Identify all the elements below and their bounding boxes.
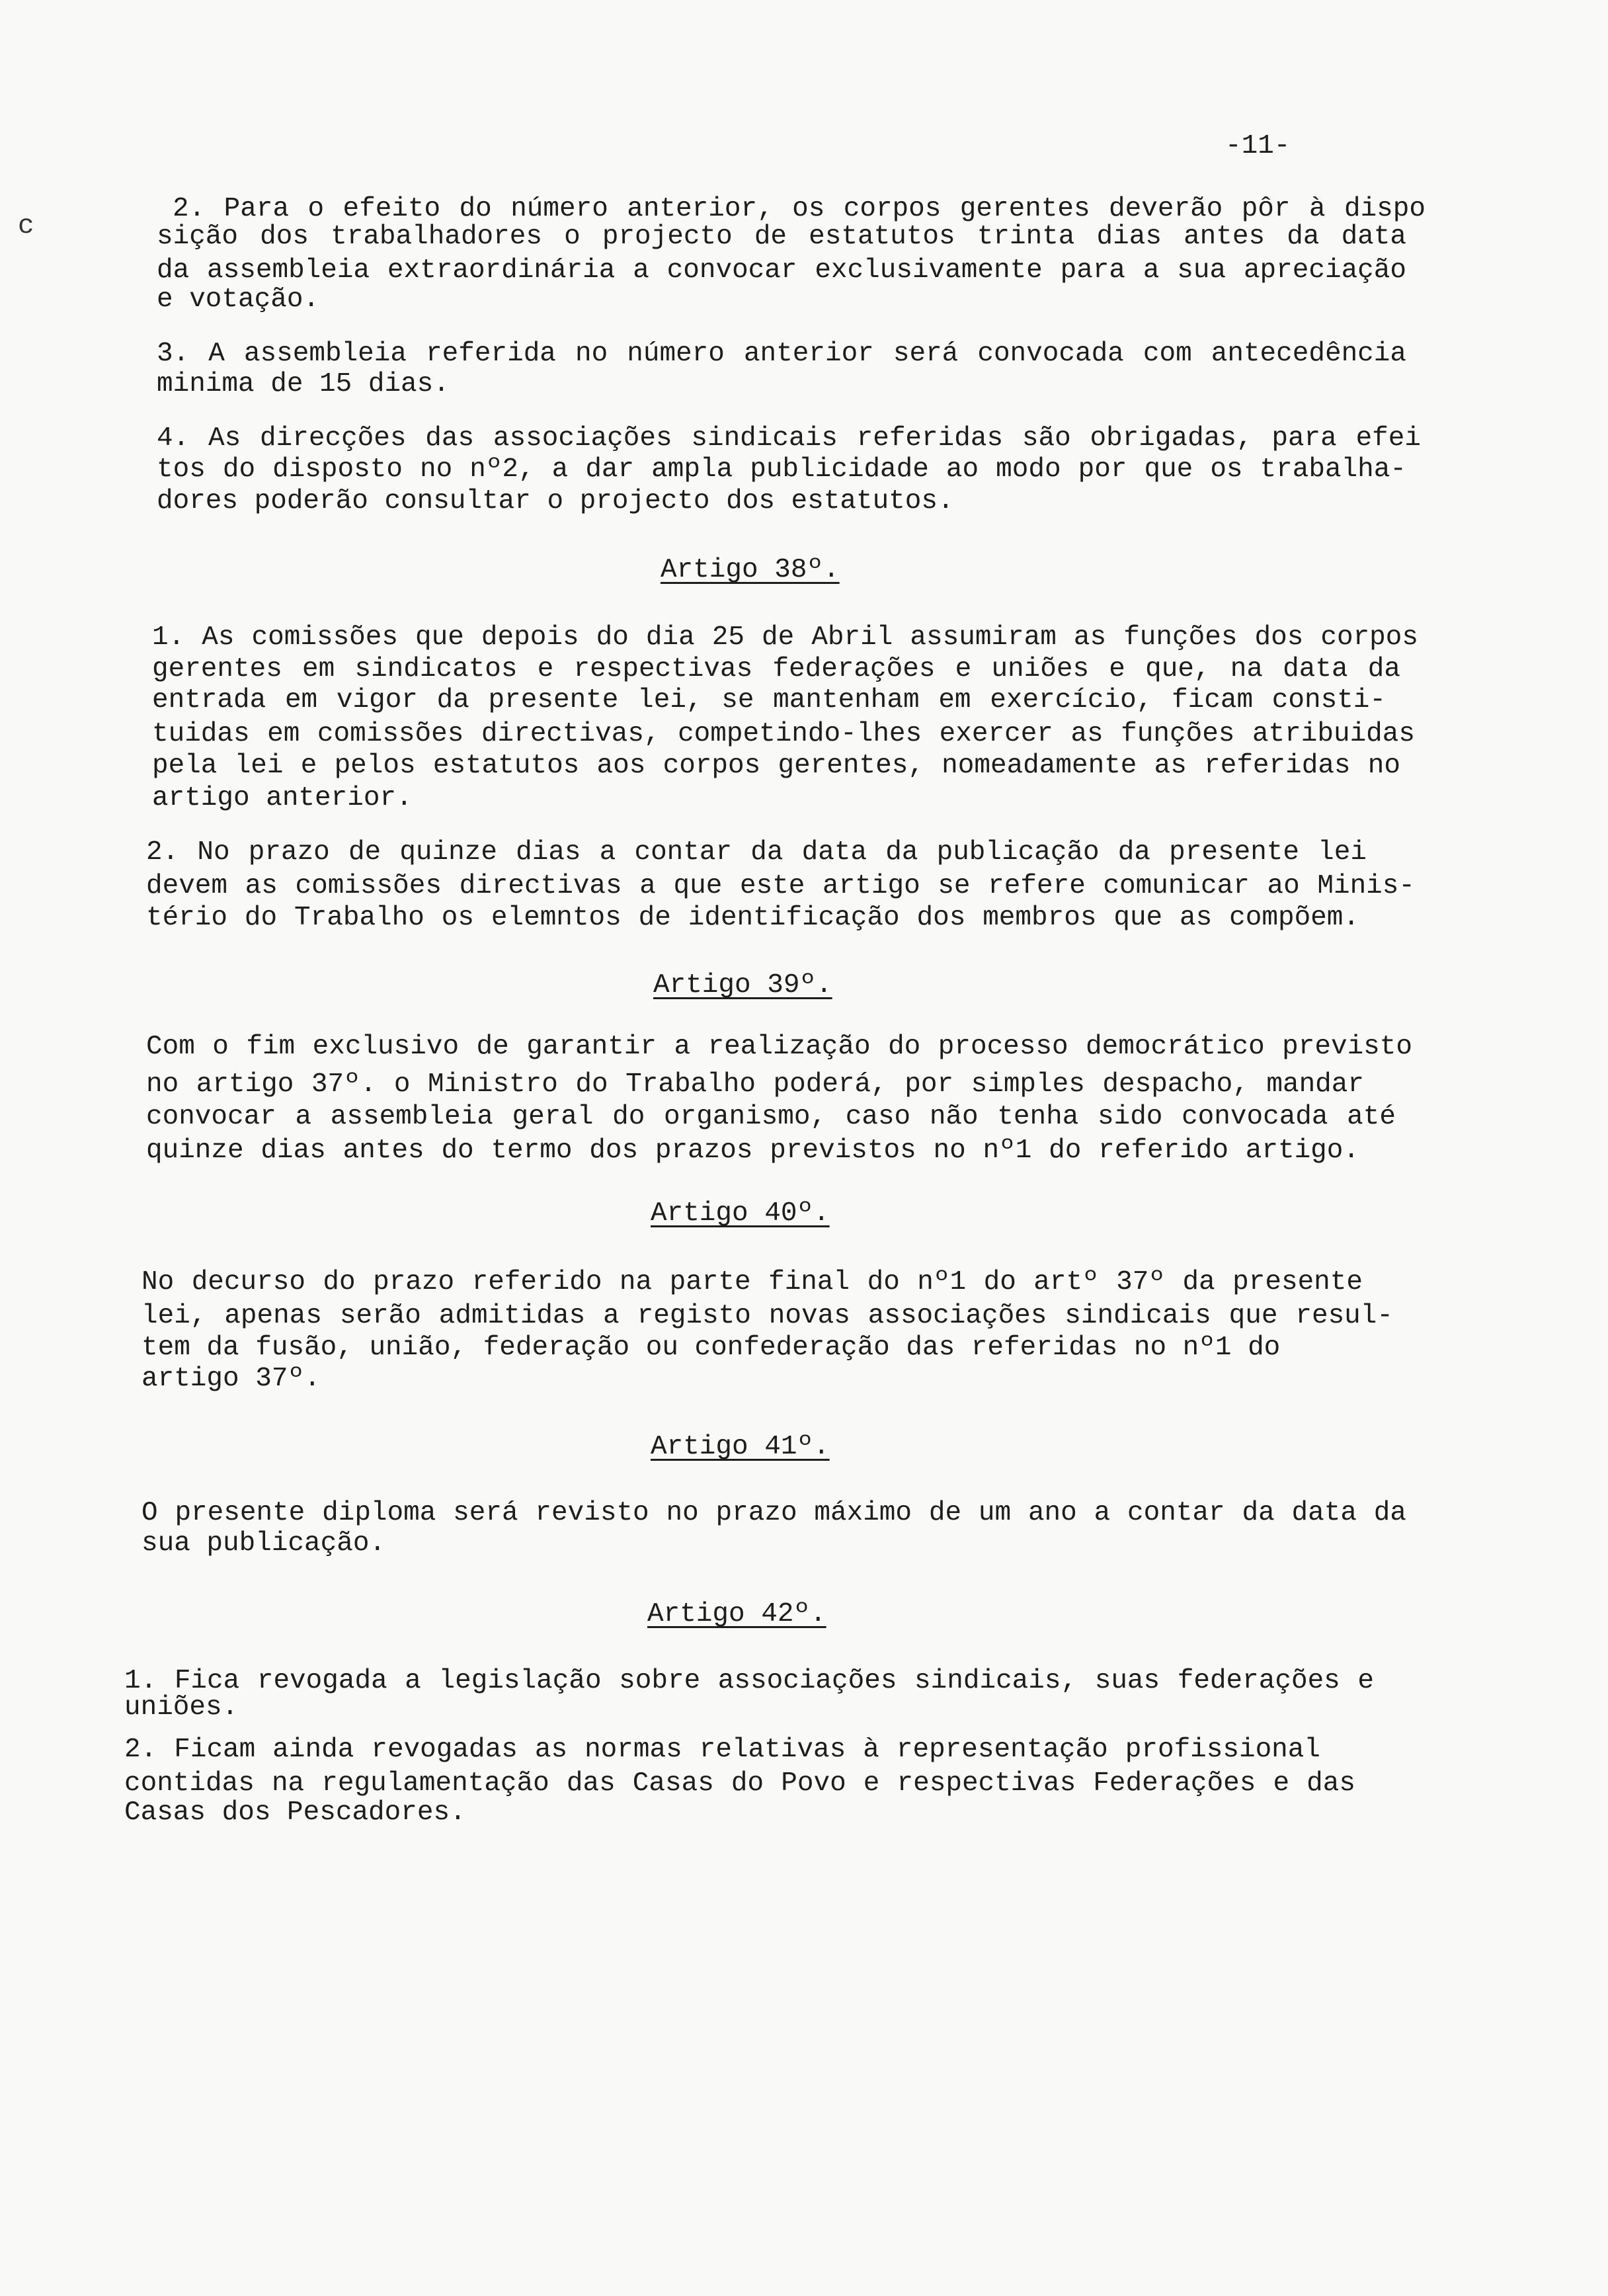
text-line: contidas na regulamentação das Casas do Povo e respectivas Federações e das <box>124 1768 1355 1799</box>
text-line: gerentes em sindicatos e respectivas federações e uniões e que, na data da <box>152 654 1400 684</box>
text-line: devem as comissões directivas a que este artigo se refere comunicar ao Minis- <box>146 871 1415 901</box>
text-line: artigo 37º. <box>141 1364 321 1394</box>
article-heading: Artigo 39º. <box>653 970 832 1001</box>
text-line: tério do Trabalho os elemntos de identificação dos membros que as compõem. <box>146 903 1359 933</box>
text-line: sição dos trabalhadores o projecto de estatutos trinta dias antes da data <box>157 222 1406 252</box>
text-line: Casas dos Pescadores. <box>124 1797 466 1828</box>
margin-mark: c <box>18 211 34 241</box>
text-line: tos do disposto no nº2, a dar ampla publicidade ao modo por que os trabalha- <box>157 454 1406 485</box>
text-line: entrada em vigor da presente lei, se mantenham em exercício, ficam consti- <box>152 685 1386 716</box>
text-line: lei, apenas serão admitidas a registo novas associações sindicais que resul- <box>141 1301 1393 1331</box>
text-line: dores poderão consultar o projecto dos estatutos. <box>157 486 954 516</box>
text-line: O presente diploma será revisto no prazo máximo de um ano a contar da data da <box>141 1498 1406 1528</box>
text-line: sua publicação. <box>141 1528 386 1559</box>
text-line: no artigo 37º. o Ministro do Trabalho poderá, por simples despacho, mandar <box>146 1069 1364 1100</box>
text-line: da assembleia extraordinária a convocar exclusivamente para a sua apreciação <box>157 255 1406 286</box>
text-line: tuidas em comissões directivas, competindo-lhes exercer as funções atribuidas <box>152 719 1415 749</box>
text-line: uniões. <box>124 1692 239 1723</box>
page-number: -11- <box>1225 131 1291 161</box>
article-heading: Artigo 42º. <box>647 1599 826 1629</box>
article-heading: Artigo 41º. <box>651 1432 830 1462</box>
text-line: Com o fim exclusivo de garantir a realização do processo democrático previsto <box>146 1032 1412 1062</box>
article-heading: Artigo 38º. <box>661 555 840 585</box>
text-line: 2. Para o efeito do número anterior, os corpos gerentes deverão pôr à dispo <box>173 194 1426 224</box>
article-heading: Artigo 40º. <box>651 1198 830 1229</box>
text-line: pela lei e pelos estatutos aos corpos gerentes, nomeadamente as referidas no <box>152 751 1400 781</box>
text-line: 4. As direcções das associações sindicais referidas são obrigadas, para efei <box>157 423 1421 454</box>
text-line: 3. A assembleia referida no número anterior será convocada com antecedência <box>157 339 1406 369</box>
text-line: artigo anterior. <box>152 783 413 813</box>
text-line: No decurso do prazo referido na parte final do nº1 do artº 37º da presente <box>141 1267 1363 1297</box>
text-line: 2. Ficam ainda revogadas as normas relativas à representação profissional <box>124 1735 1320 1765</box>
text-line: tem da fusão, união, federação ou confederação das referidas no nº1 do <box>141 1332 1281 1363</box>
text-line: 1. As comissões que depois do dia 25 de Abril assumiram as funções dos corpos <box>152 622 1418 653</box>
text-line: 1. Fica revogada a legislação sobre associações sindicais, suas federações e <box>124 1666 1374 1696</box>
text-line: e votação. <box>157 284 320 315</box>
text-line: minima de 15 dias. <box>157 369 450 399</box>
text-line: convocar a assembleia geral do organismo, caso não tenha sido convocada até <box>146 1102 1396 1132</box>
text-line: quinze dias antes do termo dos prazos previstos no nº1 do referido artigo. <box>146 1135 1359 1166</box>
text-line: 2. No prazo de quinze dias a contar da data da publicação da presente lei <box>146 837 1367 868</box>
